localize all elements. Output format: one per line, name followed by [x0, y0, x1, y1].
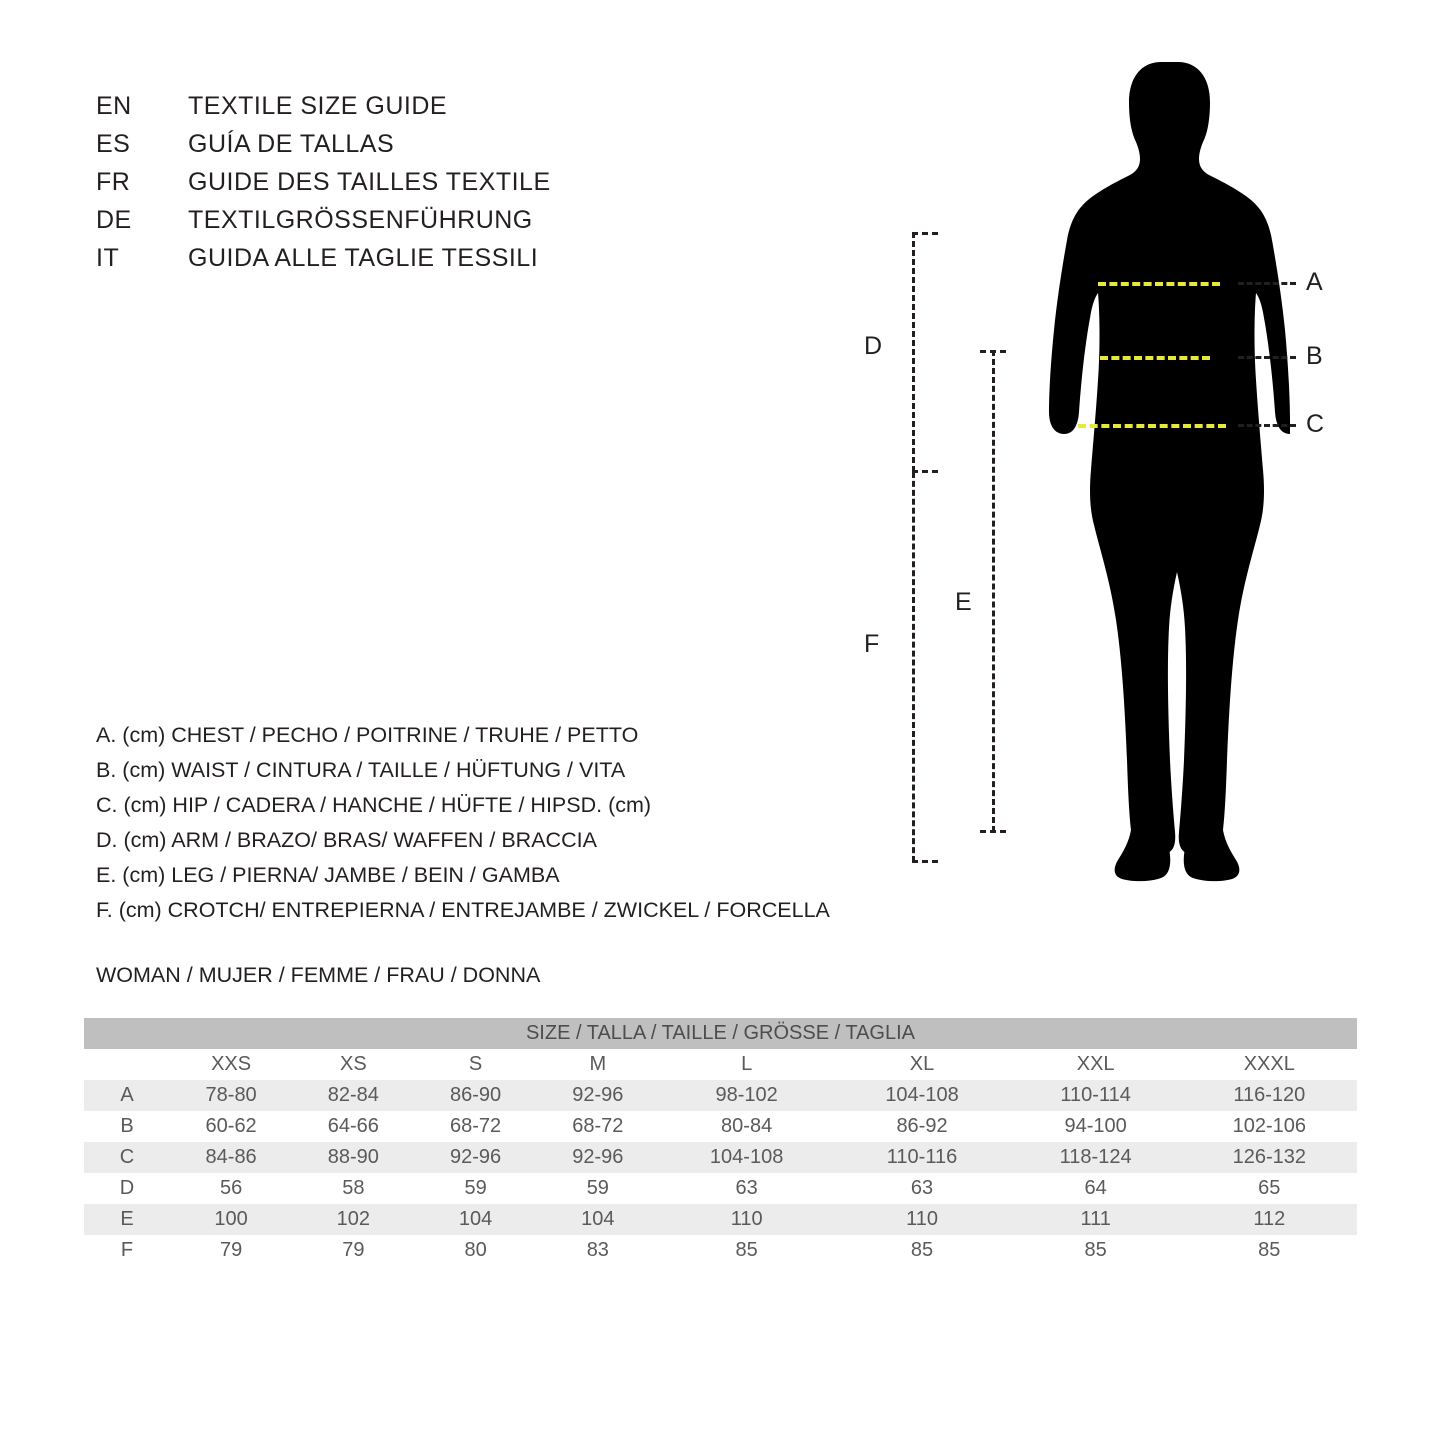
- legend-item-a: A. (cm) CHEST / PECHO / POITRINE / TRUHE / PETTO: [96, 723, 639, 747]
- title-row-en: [96, 92, 736, 130]
- arm-length-bracket: [912, 232, 915, 472]
- size-table-wrap: [84, 1018, 1357, 1266]
- cell-e-xxs: 100: [170, 1204, 292, 1235]
- marker-label-c: C: [1306, 410, 1325, 438]
- cell-b-xxs: 60-62: [170, 1111, 292, 1142]
- title-text-de: TEXTILGRÖSSENFÜHRUNG: [188, 206, 533, 234]
- table-row: [84, 1080, 1357, 1111]
- title-row-fr: [96, 168, 736, 206]
- table-row: [84, 1235, 1357, 1266]
- title-lang-es: ES: [96, 130, 131, 158]
- arm-bracket-bottom-tick: [912, 470, 938, 473]
- cell-e-xs: 102: [292, 1204, 414, 1235]
- cell-f-l: 85: [659, 1235, 834, 1266]
- table-col-xl: XL: [834, 1049, 1009, 1080]
- legend-item-d: D. (cm) ARM / BRAZO/ BRAS/ WAFFEN / BRACCIA: [96, 828, 597, 852]
- waist-leader-line: [1238, 356, 1296, 359]
- cell-c-xl: 110-116: [834, 1142, 1009, 1173]
- size-table: [84, 1018, 1357, 1266]
- cell-f-xs: 79: [292, 1235, 414, 1266]
- cell-b-xl: 86-92: [834, 1111, 1009, 1142]
- cell-b-xxxl: 102-106: [1182, 1111, 1357, 1142]
- title-lang-de: DE: [96, 206, 132, 234]
- legend-item-c: C. (cm) HIP / CADERA / HANCHE / HÜFTE / HIPSD. (cm): [96, 793, 652, 817]
- table-col-s: S: [414, 1049, 536, 1080]
- cell-e-s: 104: [414, 1204, 536, 1235]
- title-lang-it: IT: [96, 244, 120, 272]
- cell-e-l: 110: [659, 1204, 834, 1235]
- row-label-e: E: [84, 1204, 170, 1235]
- leg-bracket-bottom-tick: [980, 830, 1006, 833]
- leg-length-bracket: [992, 350, 995, 832]
- cell-f-s: 80: [414, 1235, 536, 1266]
- cell-c-l: 104-108: [659, 1142, 834, 1173]
- marker-label-a: A: [1306, 268, 1323, 296]
- cell-d-s: 59: [414, 1173, 536, 1204]
- table-col-xs: XS: [292, 1049, 414, 1080]
- crotch-length-bracket: [912, 472, 915, 862]
- cell-a-xxxl: 116-120: [1182, 1080, 1357, 1111]
- cell-b-xxl: 94-100: [1010, 1111, 1182, 1142]
- table-col-xxxl: XXXL: [1182, 1049, 1357, 1080]
- title-text-fr: GUIDE DES TAILLES TEXTILE: [188, 168, 551, 196]
- marker-label-b: B: [1306, 342, 1323, 370]
- cell-a-xs: 82-84: [292, 1080, 414, 1111]
- title-row-it: [96, 244, 736, 282]
- arm-bracket-top-tick: [912, 232, 938, 235]
- title-lang-fr: FR: [96, 168, 131, 196]
- title-text-it: GUIDA ALLE TAGLIE TESSILI: [188, 244, 539, 272]
- title-row-es: [96, 130, 736, 168]
- cell-d-xxl: 64: [1010, 1173, 1182, 1204]
- measurement-diagram: [840, 60, 1400, 900]
- row-label-d: D: [84, 1173, 170, 1204]
- cell-d-m: 59: [537, 1173, 659, 1204]
- table-row: [84, 1173, 1357, 1204]
- legend-item-b: B. (cm) WAIST / CINTURA / TAILLE / HÜFTUNG / VITA: [96, 758, 626, 782]
- cell-f-xl: 85: [834, 1235, 1009, 1266]
- cell-a-l: 98-102: [659, 1080, 834, 1111]
- cell-c-xxs: 84-86: [170, 1142, 292, 1173]
- table-header-corner: [84, 1049, 170, 1080]
- leg-bracket-top-tick: [980, 350, 1006, 353]
- crotch-bracket-bottom-tick: [912, 860, 938, 863]
- cell-c-s: 92-96: [414, 1142, 536, 1173]
- table-col-xxl: XXL: [1010, 1049, 1182, 1080]
- title-text-es: GUÍA DE TALLAS: [188, 130, 395, 158]
- table-band-row: [84, 1018, 1357, 1049]
- cell-f-m: 83: [537, 1235, 659, 1266]
- cell-e-xl: 110: [834, 1204, 1009, 1235]
- table-row: [84, 1111, 1357, 1142]
- cell-b-l: 80-84: [659, 1111, 834, 1142]
- cell-d-xxs: 56: [170, 1173, 292, 1204]
- marker-label-f: F: [864, 630, 880, 658]
- table-band-label: SIZE / TALLA / TAILLE / GRÖSSE / TAGLIA: [84, 1018, 1357, 1049]
- chest-measure-line: [1098, 282, 1220, 286]
- cell-c-xxl: 118-124: [1010, 1142, 1182, 1173]
- waist-measure-line: [1100, 356, 1210, 360]
- chest-leader-line: [1238, 282, 1296, 285]
- hip-measure-line: [1078, 424, 1226, 428]
- legend-item-e: E. (cm) LEG / PIERNA/ JAMBE / BEIN / GAMBA: [96, 863, 560, 887]
- cell-c-m: 92-96: [537, 1142, 659, 1173]
- female-silhouette-icon: [1030, 60, 1290, 890]
- table-col-xxs: XXS: [170, 1049, 292, 1080]
- cell-d-xxxl: 65: [1182, 1173, 1357, 1204]
- cell-f-xxl: 85: [1010, 1235, 1182, 1266]
- cell-e-xxl: 111: [1010, 1204, 1182, 1235]
- cell-f-xxs: 79: [170, 1235, 292, 1266]
- row-label-a: A: [84, 1080, 170, 1111]
- title-row-de: [96, 206, 736, 244]
- marker-label-e: E: [955, 588, 972, 616]
- table-header-row: [84, 1049, 1357, 1080]
- group-label: WOMAN / MUJER / FEMME / FRAU / DONNA: [96, 963, 541, 987]
- row-label-f: F: [84, 1235, 170, 1266]
- title-block: [96, 92, 736, 282]
- table-row: [84, 1204, 1357, 1235]
- title-text-en: TEXTILE SIZE GUIDE: [188, 92, 448, 120]
- row-label-c: C: [84, 1142, 170, 1173]
- hip-leader-line: [1238, 424, 1296, 427]
- table-col-m: M: [537, 1049, 659, 1080]
- marker-label-d: D: [864, 332, 883, 360]
- cell-d-xs: 58: [292, 1173, 414, 1204]
- cell-e-xxxl: 112: [1182, 1204, 1357, 1235]
- cell-b-s: 68-72: [414, 1111, 536, 1142]
- cell-a-s: 86-90: [414, 1080, 536, 1111]
- cell-e-m: 104: [537, 1204, 659, 1235]
- legend-block: [96, 723, 896, 933]
- cell-b-m: 68-72: [537, 1111, 659, 1142]
- cell-a-xxl: 110-114: [1010, 1080, 1182, 1111]
- cell-c-xxxl: 126-132: [1182, 1142, 1357, 1173]
- title-lang-en: EN: [96, 92, 132, 120]
- cell-a-xxs: 78-80: [170, 1080, 292, 1111]
- cell-a-m: 92-96: [537, 1080, 659, 1111]
- cell-b-xs: 64-66: [292, 1111, 414, 1142]
- cell-d-l: 63: [659, 1173, 834, 1204]
- cell-c-xs: 88-90: [292, 1142, 414, 1173]
- row-label-b: B: [84, 1111, 170, 1142]
- cell-f-xxxl: 85: [1182, 1235, 1357, 1266]
- cell-d-xl: 63: [834, 1173, 1009, 1204]
- table-row: [84, 1142, 1357, 1173]
- cell-a-xl: 104-108: [834, 1080, 1009, 1111]
- legend-item-f: F. (cm) CROTCH/ ENTREPIERNA / ENTREJAMBE / ZWICKEL / FORCELLA: [96, 898, 830, 922]
- table-col-l: L: [659, 1049, 834, 1080]
